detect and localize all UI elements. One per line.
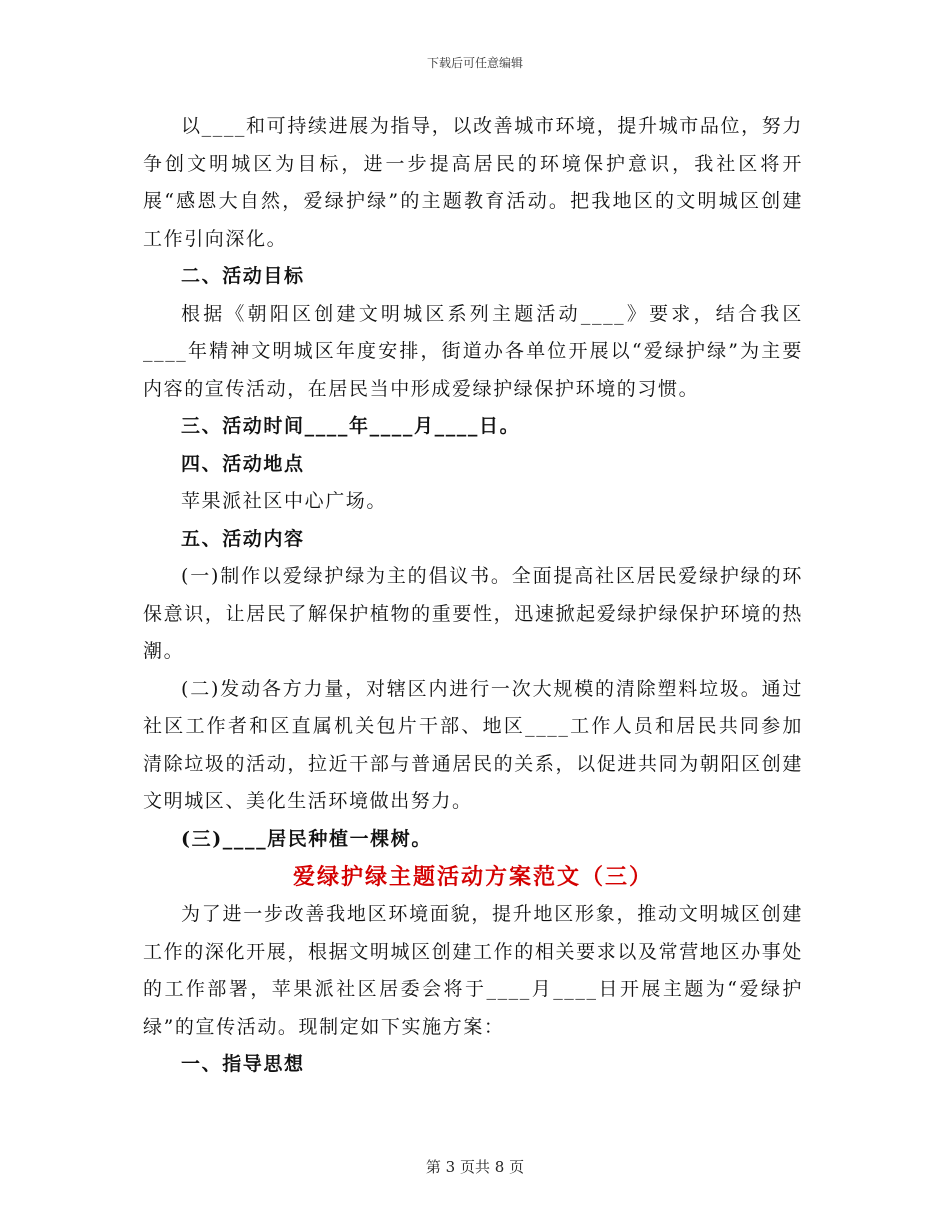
heading-goal: 二、活动目标 [181,265,305,287]
page-header: 下载后可任意编辑 [426,56,523,70]
paragraph-content-3: (三)____居民种植一棵树。 [181,827,432,850]
heading-content: 五、活动内容 [181,527,305,550]
paragraph-content-1: (一)制作以爱绿护绿为主的倡议书。全面提高社区居民爱绿护绿的环保意识，让居民了解保护植物的重要性，迅速掀起爱绿护绿保护环境的热潮。 [143,565,803,662]
heading-location: 四、活动地点 [181,452,305,475]
heading-time: 三、活动时间____年____月____日。 [181,415,521,437]
section-title: 爱绿护绿主题活动方案范文（三） [292,864,653,890]
page-footer: 第 3 页共 8 页 [425,1158,525,1176]
paragraph-section-intro: 为了进一步改善我地区环境面貌，提升地区形象，推动文明城区创建工作的深化开展，根据文明城区创建工作的相关要求以及常营地区办事处的工作部署，苹果派社区居委会将于____月____日开展主题为“爱绿护绿”的宣传活动。现制定如下实施方案： [143,903,803,1038]
paragraph-content-2: (二)发动各方力量，对辖区内进行一次大规模的清除塑料垃圾。通过社区工作者和区直属机关包片干部、地区____工作人员和居民共同参加清除垃圾的活动，拉近干部与普通居民的关系，以促进共同为朝阳区创建文明城区、美化生活环境做出努力。 [143,677,803,812]
paragraph-goal: 根据《朝阳区创建文明城区系列主题活动____》要求，结合我区____年精神文明城区年度安排，街道办各单位开展以“爱绿护绿”为主要内容的宣传活动，在居民当中形成爱绿护绿保护环境的习惯。 [143,302,803,400]
document-body [143,108,803,1084]
heading-guiding-ideology: 一、指导思想 [181,1053,305,1075]
paragraph-intro: 以____和可持续进展为指导，以改善城市环境，提升城市品位，努力争创文明城区为目标，进一步提高居民的环境保护意识，我社区将开展“感恩大自然，爱绿护绿”的主题教育活动。把我地区的文明城区创建工作引向深化。 [143,115,803,250]
paragraph-location: 苹果派社区中心广场。 [181,490,388,512]
